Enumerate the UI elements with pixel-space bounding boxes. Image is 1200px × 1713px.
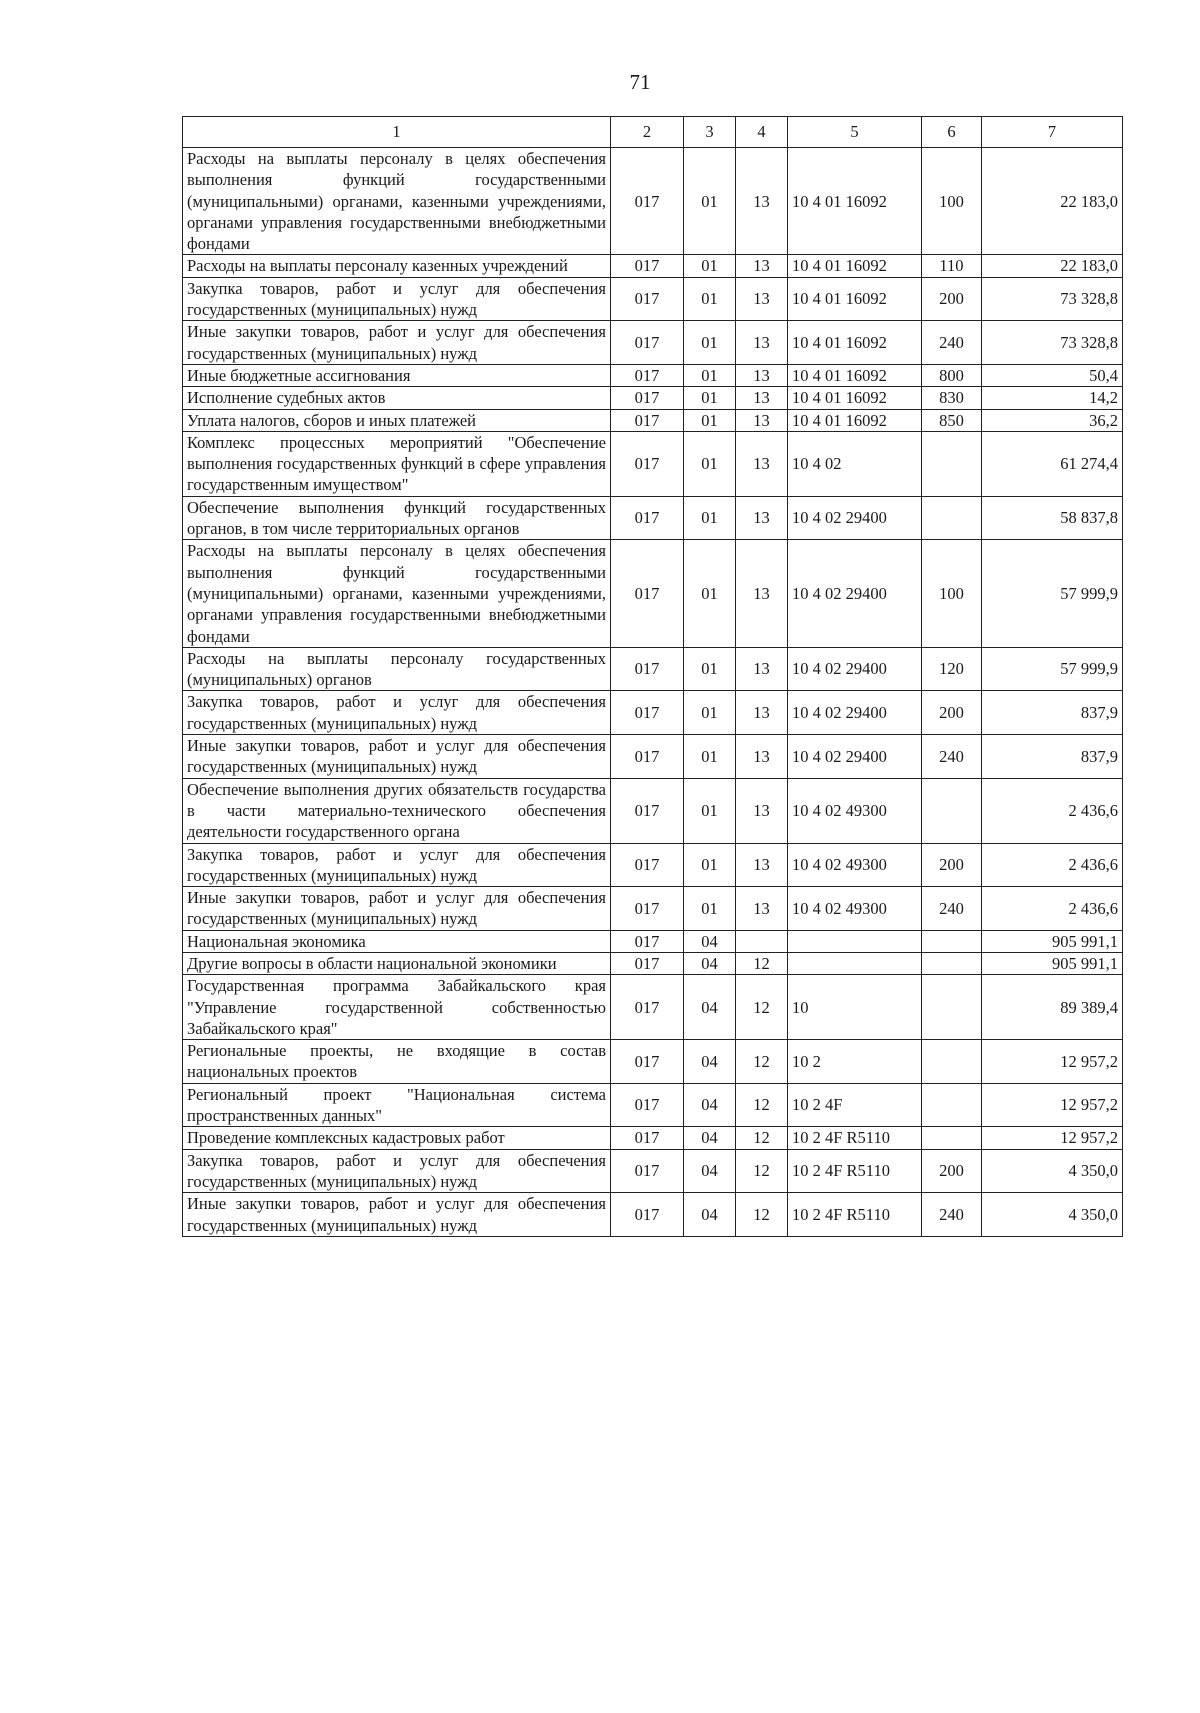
- table-row: [183, 387, 1123, 409]
- cell-ministry-code: 017: [611, 409, 684, 431]
- cell-amount: 2 436,6: [982, 778, 1123, 843]
- cell-amount: 61 274,4: [982, 431, 1123, 496]
- cell-section: 01: [684, 691, 736, 735]
- cell-amount: 22 183,0: [982, 148, 1123, 255]
- cell-subsection: 13: [736, 148, 788, 255]
- cell-name: Комплекс процессных мероприятий "Обеспечение выполнения государственных функций в сфере управления государственным имуществом": [183, 431, 611, 496]
- cell-amount: 22 183,0: [982, 255, 1123, 277]
- cell-ministry-code: 017: [611, 691, 684, 735]
- cell-target-article: 10 4 01 16092: [788, 321, 922, 365]
- cell-expense-type: 800: [922, 364, 982, 386]
- cell-ministry-code: 017: [611, 778, 684, 843]
- cell-amount: 4 350,0: [982, 1193, 1123, 1237]
- cell-name: Закупка товаров, работ и услуг для обеспечения государственных (муниципальных) нужд: [183, 843, 611, 887]
- cell-expense-type: 240: [922, 321, 982, 365]
- table-row: [183, 647, 1123, 691]
- cell-amount: 905 991,1: [982, 952, 1123, 974]
- cell-target-article: 10 4 02 29400: [788, 691, 922, 735]
- cell-section: 01: [684, 887, 736, 931]
- cell-subsection: 12: [736, 1193, 788, 1237]
- cell-name: Иные закупки товаров, работ и услуг для обеспечения государственных (муниципальных) нужд: [183, 321, 611, 365]
- cell-subsection: 13: [736, 277, 788, 321]
- table-row: [183, 1127, 1123, 1149]
- cell-subsection: 13: [736, 647, 788, 691]
- cell-ministry-code: 017: [611, 387, 684, 409]
- cell-expense-type: [922, 1040, 982, 1084]
- cell-amount: 2 436,6: [982, 843, 1123, 887]
- cell-amount: 905 991,1: [982, 930, 1123, 952]
- cell-amount: 57 999,9: [982, 647, 1123, 691]
- cell-amount: 50,4: [982, 364, 1123, 386]
- table-row: [183, 952, 1123, 974]
- cell-name: Проведение комплексных кадастровых работ: [183, 1127, 611, 1149]
- cell-subsection: 13: [736, 540, 788, 647]
- cell-section: 04: [684, 930, 736, 952]
- cell-target-article: 10 2 4F R5110: [788, 1149, 922, 1193]
- cell-ministry-code: 017: [611, 647, 684, 691]
- cell-target-article: 10 2: [788, 1040, 922, 1084]
- table-row: [183, 540, 1123, 647]
- cell-name: Закупка товаров, работ и услуг для обеспечения государственных (муниципальных) нужд: [183, 1149, 611, 1193]
- cell-expense-type: 200: [922, 1149, 982, 1193]
- cell-section: 01: [684, 255, 736, 277]
- cell-section: 01: [684, 540, 736, 647]
- cell-target-article: 10 4 01 16092: [788, 364, 922, 386]
- cell-target-article: [788, 952, 922, 974]
- table-body: [183, 148, 1123, 1237]
- cell-amount: 837,9: [982, 735, 1123, 779]
- cell-name: Расходы на выплаты персоналу государственных (муниципальных) органов: [183, 647, 611, 691]
- cell-target-article: 10 4 01 16092: [788, 255, 922, 277]
- cell-name: Обеспечение выполнения других обязательств государства в части материально-технического обеспечения деятельности государственного органа: [183, 778, 611, 843]
- cell-name: Расходы на выплаты персоналу в целях обеспечения выполнения функций государственными (муниципальными) органами, казенными учреждениями, органами управления государственными внебюджетными фондами: [183, 540, 611, 647]
- cell-name: Расходы на выплаты персоналу казенных учреждений: [183, 255, 611, 277]
- cell-name: Региональный проект "Национальная система пространственных данных": [183, 1083, 611, 1127]
- cell-subsection: 13: [736, 364, 788, 386]
- cell-section: 01: [684, 387, 736, 409]
- cell-expense-type: 830: [922, 387, 982, 409]
- cell-expense-type: [922, 496, 982, 540]
- cell-section: 04: [684, 1149, 736, 1193]
- cell-section: 01: [684, 277, 736, 321]
- cell-subsection: [736, 930, 788, 952]
- cell-expense-type: [922, 975, 982, 1040]
- cell-target-article: 10 4 02 49300: [788, 778, 922, 843]
- cell-section: 01: [684, 735, 736, 779]
- cell-ministry-code: 017: [611, 975, 684, 1040]
- cell-subsection: 13: [736, 387, 788, 409]
- cell-amount: 73 328,8: [982, 321, 1123, 365]
- table-row: [183, 148, 1123, 255]
- cell-name: Иные закупки товаров, работ и услуг для обеспечения государственных (муниципальных) нужд: [183, 1193, 611, 1237]
- cell-amount: 2 436,6: [982, 887, 1123, 931]
- table-row: [183, 691, 1123, 735]
- cell-amount: 12 957,2: [982, 1127, 1123, 1149]
- column-header: 7: [982, 117, 1123, 148]
- cell-amount: 58 837,8: [982, 496, 1123, 540]
- cell-expense-type: 850: [922, 409, 982, 431]
- cell-expense-type: [922, 1083, 982, 1127]
- table-row: [183, 930, 1123, 952]
- cell-expense-type: 100: [922, 540, 982, 647]
- cell-ministry-code: 017: [611, 930, 684, 952]
- cell-subsection: 13: [736, 778, 788, 843]
- cell-section: 01: [684, 843, 736, 887]
- cell-ministry-code: 017: [611, 148, 684, 255]
- page-number: 71: [629, 70, 651, 94]
- cell-section: 04: [684, 952, 736, 974]
- cell-ministry-code: 017: [611, 952, 684, 974]
- cell-subsection: 13: [736, 409, 788, 431]
- cell-subsection: 13: [736, 691, 788, 735]
- cell-expense-type: [922, 778, 982, 843]
- cell-subsection: 13: [736, 496, 788, 540]
- cell-name: Иные закупки товаров, работ и услуг для обеспечения государственных (муниципальных) нужд: [183, 887, 611, 931]
- cell-name: Иные закупки товаров, работ и услуг для обеспечения государственных (муниципальных) нужд: [183, 735, 611, 779]
- cell-section: 04: [684, 1083, 736, 1127]
- cell-section: 04: [684, 975, 736, 1040]
- cell-section: 01: [684, 496, 736, 540]
- cell-target-article: 10 4 02 29400: [788, 496, 922, 540]
- table-row: [183, 1083, 1123, 1127]
- cell-subsection: 12: [736, 1040, 788, 1084]
- cell-target-article: 10: [788, 975, 922, 1040]
- cell-ministry-code: 017: [611, 496, 684, 540]
- cell-target-article: 10 4 02 49300: [788, 887, 922, 931]
- table-row: [183, 843, 1123, 887]
- table-row: [183, 1149, 1123, 1193]
- table-row: [183, 778, 1123, 843]
- cell-name: Закупка товаров, работ и услуг для обеспечения государственных (муниципальных) нужд: [183, 277, 611, 321]
- cell-ministry-code: 017: [611, 1193, 684, 1237]
- cell-section: 01: [684, 364, 736, 386]
- cell-expense-type: [922, 431, 982, 496]
- table-row: [183, 277, 1123, 321]
- cell-name: Региональные проекты, не входящие в состав национальных проектов: [183, 1040, 611, 1084]
- cell-section: 01: [684, 431, 736, 496]
- cell-amount: 89 389,4: [982, 975, 1123, 1040]
- table-row: [183, 975, 1123, 1040]
- cell-ministry-code: 017: [611, 1127, 684, 1149]
- cell-section: 04: [684, 1193, 736, 1237]
- cell-ministry-code: 017: [611, 735, 684, 779]
- table-row: [183, 887, 1123, 931]
- cell-subsection: 12: [736, 1127, 788, 1149]
- cell-target-article: 10 2 4F R5110: [788, 1127, 922, 1149]
- cell-name: Обеспечение выполнения функций государственных органов, в том числе территориальных органов: [183, 496, 611, 540]
- cell-name: Государственная программа Забайкальского края "Управление государственной собственностью Забайкальского края": [183, 975, 611, 1040]
- cell-expense-type: [922, 930, 982, 952]
- column-header: 6: [922, 117, 982, 148]
- column-header: 2: [611, 117, 684, 148]
- cell-target-article: 10 4 02 29400: [788, 735, 922, 779]
- cell-expense-type: 100: [922, 148, 982, 255]
- column-header: 1: [183, 117, 611, 148]
- table-row: [183, 431, 1123, 496]
- cell-target-article: 10 4 01 16092: [788, 277, 922, 321]
- table-row: [183, 255, 1123, 277]
- cell-subsection: 12: [736, 952, 788, 974]
- table-header-row: [183, 117, 1123, 148]
- cell-ministry-code: 017: [611, 255, 684, 277]
- cell-name: Исполнение судебных актов: [183, 387, 611, 409]
- cell-target-article: 10 4 01 16092: [788, 409, 922, 431]
- cell-subsection: 12: [736, 975, 788, 1040]
- cell-amount: 14,2: [982, 387, 1123, 409]
- table-row: [183, 364, 1123, 386]
- cell-expense-type: 240: [922, 887, 982, 931]
- cell-expense-type: 110: [922, 255, 982, 277]
- cell-subsection: 13: [736, 431, 788, 496]
- cell-target-article: 10 4 02 29400: [788, 540, 922, 647]
- table-row: [183, 1040, 1123, 1084]
- cell-target-article: 10 2 4F: [788, 1083, 922, 1127]
- cell-amount: 12 957,2: [982, 1040, 1123, 1084]
- cell-expense-type: 200: [922, 843, 982, 887]
- cell-name: Расходы на выплаты персоналу в целях обеспечения выполнения функций государственными (муниципальными) органами, казенными учреждениями, органами управления государственными внебюджетными фондами: [183, 148, 611, 255]
- cell-target-article: 10 4 02 29400: [788, 647, 922, 691]
- cell-name: Иные бюджетные ассигнования: [183, 364, 611, 386]
- cell-expense-type: 240: [922, 735, 982, 779]
- budget-table: [182, 116, 1123, 1237]
- cell-ministry-code: 017: [611, 321, 684, 365]
- cell-subsection: 13: [736, 843, 788, 887]
- cell-amount: 12 957,2: [982, 1083, 1123, 1127]
- cell-expense-type: 200: [922, 691, 982, 735]
- cell-name: Уплата налогов, сборов и иных платежей: [183, 409, 611, 431]
- cell-ministry-code: 017: [611, 1149, 684, 1193]
- cell-subsection: 13: [736, 887, 788, 931]
- cell-subsection: 13: [736, 735, 788, 779]
- cell-amount: 36,2: [982, 409, 1123, 431]
- cell-amount: 57 999,9: [982, 540, 1123, 647]
- cell-ministry-code: 017: [611, 843, 684, 887]
- cell-ministry-code: 017: [611, 1040, 684, 1084]
- cell-ministry-code: 017: [611, 540, 684, 647]
- cell-name: Другие вопросы в области национальной экономики: [183, 952, 611, 974]
- table-row: [183, 496, 1123, 540]
- cell-expense-type: [922, 952, 982, 974]
- cell-target-article: [788, 930, 922, 952]
- cell-subsection: 13: [736, 255, 788, 277]
- column-header: 5: [788, 117, 922, 148]
- cell-target-article: 10 4 02 49300: [788, 843, 922, 887]
- cell-subsection: 12: [736, 1083, 788, 1127]
- cell-ministry-code: 017: [611, 277, 684, 321]
- cell-ministry-code: 017: [611, 1083, 684, 1127]
- column-header: 3: [684, 117, 736, 148]
- cell-section: 01: [684, 148, 736, 255]
- cell-section: 01: [684, 647, 736, 691]
- cell-section: 01: [684, 778, 736, 843]
- column-header: 4: [736, 117, 788, 148]
- cell-target-article: 10 4 01 16092: [788, 387, 922, 409]
- cell-section: 04: [684, 1040, 736, 1084]
- cell-target-article: 10 4 02: [788, 431, 922, 496]
- cell-amount: 837,9: [982, 691, 1123, 735]
- cell-name: Национальная экономика: [183, 930, 611, 952]
- cell-target-article: 10 4 01 16092: [788, 148, 922, 255]
- cell-target-article: 10 2 4F R5110: [788, 1193, 922, 1237]
- table-row: [183, 1193, 1123, 1237]
- cell-subsection: 12: [736, 1149, 788, 1193]
- table-row: [183, 321, 1123, 365]
- cell-name: Закупка товаров, работ и услуг для обеспечения государственных (муниципальных) нужд: [183, 691, 611, 735]
- cell-subsection: 13: [736, 321, 788, 365]
- cell-expense-type: 200: [922, 277, 982, 321]
- cell-expense-type: 120: [922, 647, 982, 691]
- cell-amount: 73 328,8: [982, 277, 1123, 321]
- cell-ministry-code: 017: [611, 364, 684, 386]
- cell-section: 04: [684, 1127, 736, 1149]
- cell-amount: 4 350,0: [982, 1149, 1123, 1193]
- table-row: [183, 409, 1123, 431]
- cell-section: 01: [684, 409, 736, 431]
- cell-expense-type: [922, 1127, 982, 1149]
- table-row: [183, 735, 1123, 779]
- cell-section: 01: [684, 321, 736, 365]
- cell-expense-type: 240: [922, 1193, 982, 1237]
- cell-ministry-code: 017: [611, 887, 684, 931]
- cell-ministry-code: 017: [611, 431, 684, 496]
